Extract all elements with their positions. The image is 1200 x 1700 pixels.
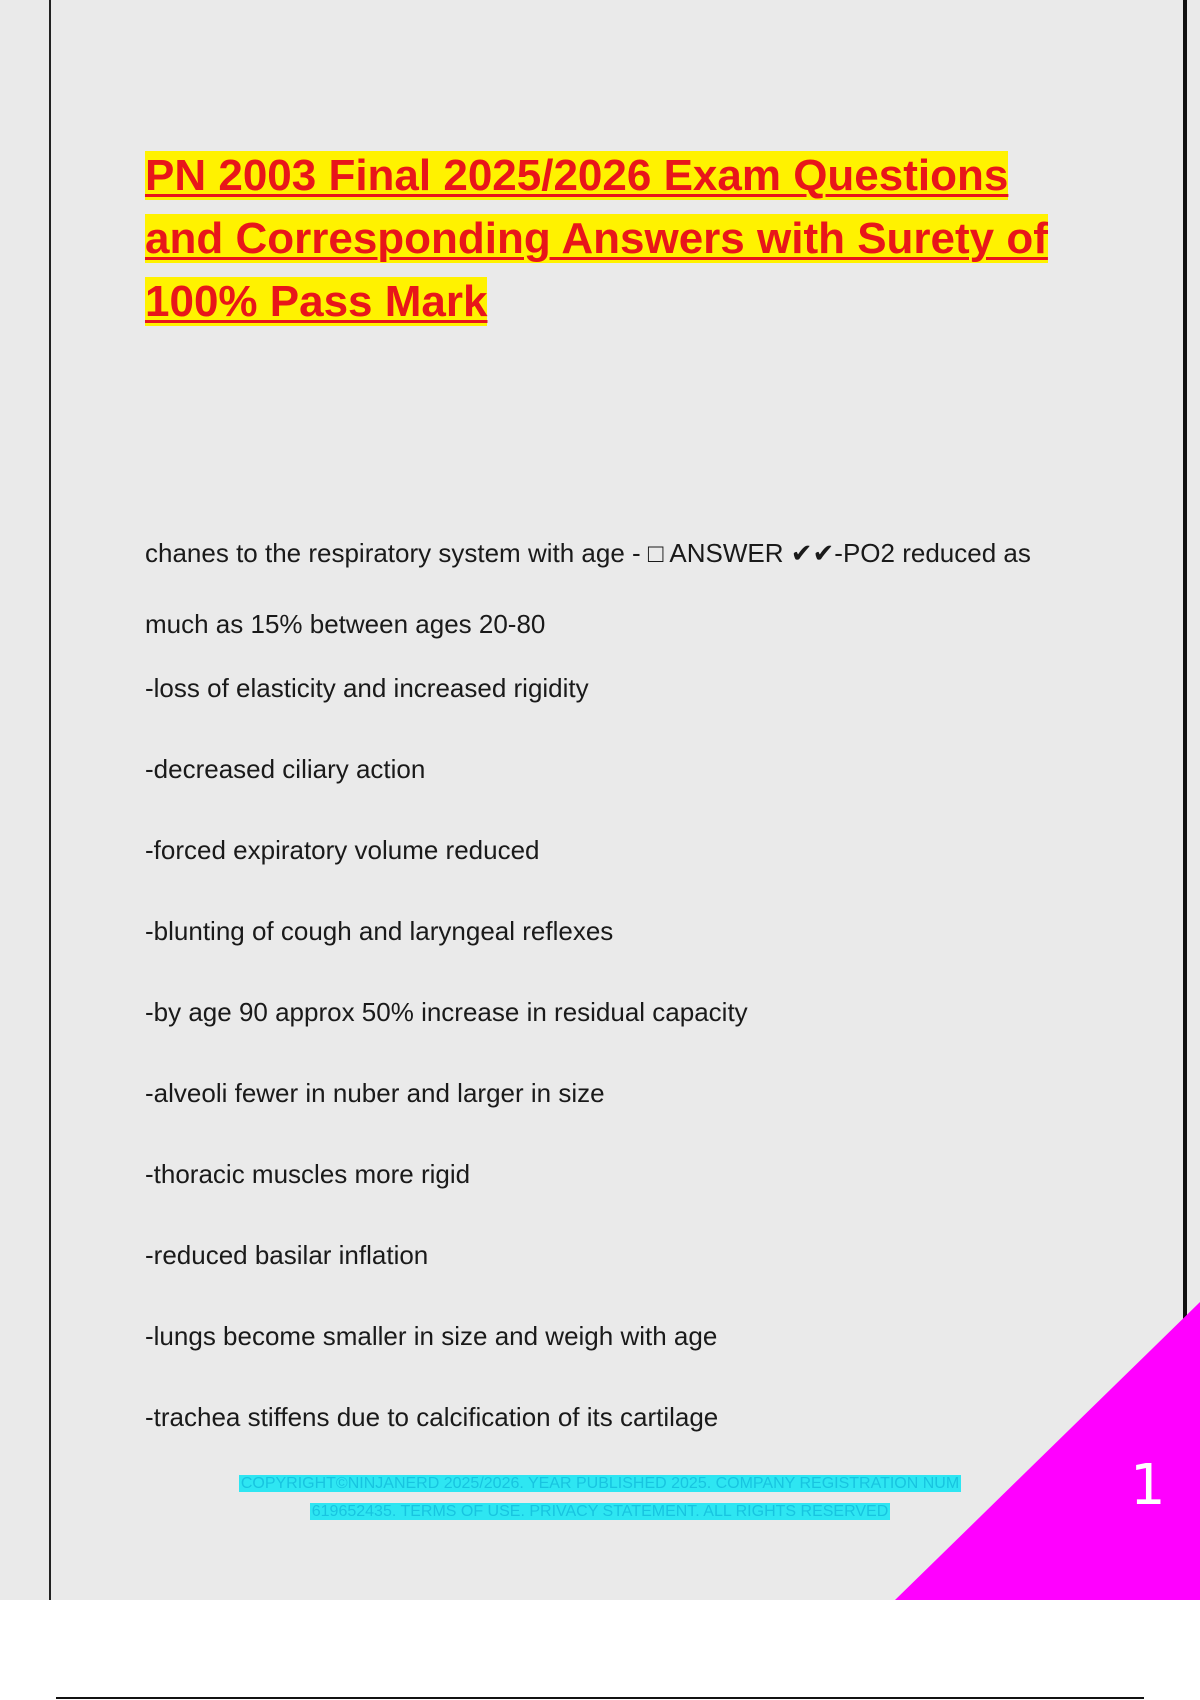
- answer-item: -blunting of cough and laryngeal reflexes: [145, 916, 614, 946]
- answer-item: -decreased ciliary action: [145, 754, 426, 784]
- corner-triangle-shape: [895, 1302, 1200, 1600]
- footer-line-1-text: COPYRIGHT©NINJANERD 2025/2026. YEAR PUBLISHED 2025. COMPANY REGISTRATION NUM: [240, 1475, 960, 1492]
- answer-item: -by age 90 approx 50% increase in residual capacity: [145, 997, 748, 1027]
- copyright-footer: [160, 1470, 1040, 1526]
- document-title: [145, 144, 1095, 333]
- answer-marker: - □ ANSWER ✔✔: [624, 538, 835, 568]
- corner-triangle: [895, 1302, 1200, 1600]
- page-number: 1: [1130, 1453, 1166, 1518]
- footer-line-2: [160, 1498, 1040, 1526]
- answer-item: -loss of elasticity and increased rigidity: [145, 673, 589, 703]
- footer-line-1: [160, 1470, 1040, 1498]
- answer-item: -reduced basilar inflation: [145, 1240, 429, 1270]
- answer-item: -forced expiratory volume reduced: [145, 835, 540, 865]
- question-answer-lead: [145, 518, 1085, 660]
- answer-list: [145, 650, 748, 1460]
- footer-line-2-text: 619652435. TERMS OF USE. PRIVACY STATEMENT. ALL RIGHTS RESERVED: [311, 1503, 889, 1520]
- document-title-text: PN 2003 Final 2025/2026 Exam Questions and Corresponding Answers with Surety of 100% Pass Mark: [145, 151, 1048, 326]
- question-text: chanes to the respiratory system with age: [145, 538, 625, 568]
- answer-item: -alveoli fewer in nuber and larger in size: [145, 1078, 605, 1108]
- next-page-top-rule: [56, 1697, 1144, 1699]
- answer-item: -trachea stiffens due to calcification of its cartilage: [145, 1402, 719, 1432]
- answer-item: -thoracic muscles more rigid: [145, 1159, 471, 1189]
- page-left-border: [49, 0, 51, 1600]
- answer-item: -lungs become smaller in size and weigh with age: [145, 1321, 718, 1351]
- answer-first-item: -PO2 reduced as much as 15% between ages 20-80: [145, 538, 1031, 639]
